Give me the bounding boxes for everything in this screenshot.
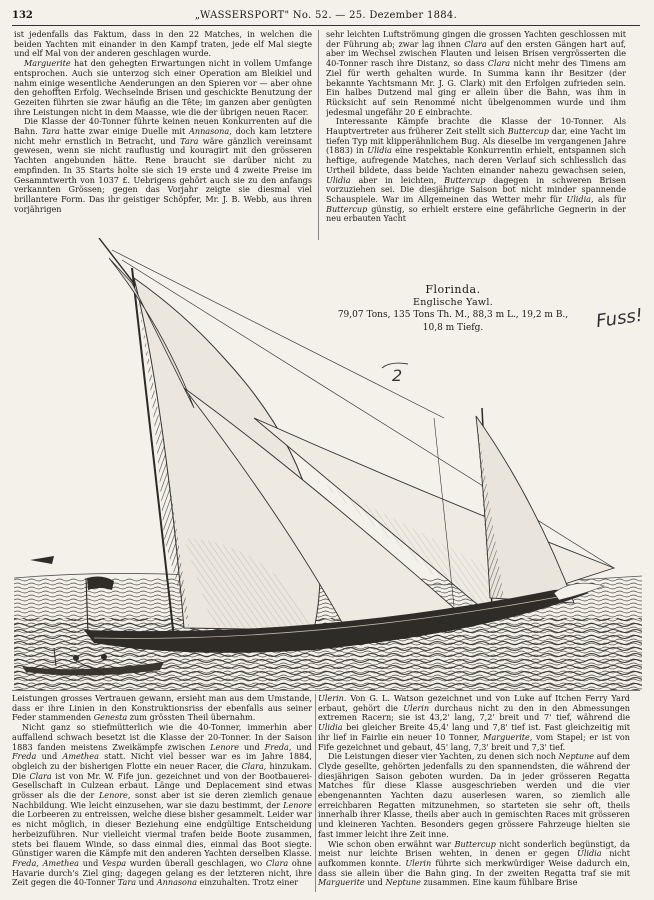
yacht-name: Clara (487, 58, 511, 69)
paragraph-text: Leistungen grosses Vertrauen gewann, ersieht man aus dem Umstande, dass er ihre Linien in den Konstruktionsriss der ebenfalls aus seiner Feder stammenden (12, 694, 312, 723)
yacht-name: Tara (41, 126, 60, 137)
paragraph-text: und (36, 751, 63, 762)
caption-title: Florinda. (425, 283, 481, 296)
yacht-name: Lenore (283, 799, 312, 810)
paragraph-text: Nicht ganz so stiefmütterlich wie die 40-Tonner, immerhin aber auffallend schwach besetzt ist die Klasse der 20-Tonner. In der Saison 1883 fanden meistens Zweikämpfe zwischen (12, 722, 312, 752)
paragraph (12, 723, 312, 888)
paragraph-text: wurden überall geschlagen, wo (126, 857, 266, 868)
yacht-name: Lenore (210, 741, 240, 752)
paragraph-text: bei gleicher Breite 45,4' lang und 7,8' tief ist. Fast gleichzeitig mit ihr lief in Fairlie ein neuer 10 Tonner, (318, 722, 630, 742)
paragraph-text: , hinzukam. Die (12, 760, 312, 781)
yacht-name: Buttercup (454, 838, 496, 849)
yacht-name: Ulidia (566, 193, 591, 204)
paragraph-text: zusammen. Eine kaum fühlbare Brise (420, 877, 578, 888)
rower (101, 654, 107, 660)
paragraph-text: führte sich merkwürdiger Weise dadurch ein, dass sie allein über die Bahn ging. In der zweiten Regatta traf sie mit (318, 857, 630, 878)
page-number: 132 (12, 10, 33, 21)
section-rule (12, 690, 640, 691)
handwritten-note: Fuss! (594, 304, 645, 333)
yacht-name: Vespa (102, 857, 127, 868)
bottom-left-column (12, 694, 312, 894)
yacht-name: Buttercup (507, 126, 549, 137)
yacht-name: Clara (265, 857, 289, 868)
paragraph-text: nicht aufkommen konnte. (318, 848, 630, 868)
yacht-name: Neptune (558, 751, 595, 762)
paragraph-text: Von G. L. Watson gezeichnet und von Luke auf Itchen Ferry Yard erbaut, gehört die (318, 694, 630, 713)
top-right-column (326, 30, 626, 248)
caption-subtitle: Englische Yawl. (412, 297, 494, 308)
yacht-name: Tara (117, 877, 137, 888)
paragraph-text: nicht mehr des Timens am Ziel für werth gehalten wurde. In Summa kann ihr Besitzer (der bekannte Yachtsmann Mr. J. G. Clark) mit den Erfolgen zufrieden sein. Ein halbes Dutzend mal ging er allein über die Bahn, was ihm in Rücksicht auf sein Renommé nicht übelgenommen wurde und ihm jedesmal ungefähr 20 £ einbrachte. (326, 58, 626, 117)
pennant (30, 556, 54, 564)
paragraph-text: auf dem Clyde gesellte, gehörten jedenfalls zu den spannendsten, die während der diesjährigen Saison geboten wurden. Da in jeder grösseren Regatta Matches für diese Klasse ausgeschrieben werden und die vier ebengenannten Yachten dazu auserlesen waren, so ziemlich alle erreichbaren Regatten mitzunehmen, so starteten sie sehr oft, theils innerhalb ihrer Klasse, theils aber auch in gemischten Races mit grösseren und kleineren Yachten. Besonders gegen grössere Fahrzeuge hielten sie fast immer leicht ihre Zeit inne. (318, 751, 630, 839)
yacht-name: Clara (29, 770, 52, 781)
paragraph-text: Die Klasse der 40-Tonner führte keinen neuen Konkurrenten auf die Bahn. (14, 116, 312, 137)
yacht-name: Annasona (189, 126, 230, 137)
yacht-name: Ulidia (367, 145, 392, 156)
paragraph-text: und (78, 857, 103, 868)
yacht-name: Tara (180, 135, 199, 146)
rower (73, 655, 79, 661)
paragraph-text: einzuhalten. Trotz einer (196, 877, 299, 888)
paragraph-text: dagegen in schweren Brisen vorzuziehen sei. Die diesjährige Saison bot nicht minder spannende Schauspiele. War im Allgemeinen das Wetter mehr für (326, 174, 626, 204)
paragraph-text: auf den ersten Gängen hart auf, aber im Wechsel zwischen Flauten und leisen Brisen vergrösserten die 40-Tonner rasch ihre Distanz, so dass (326, 38, 626, 69)
paragraph-text: Interessante Kämpfe brachte die Klasse der 10-Tonner. Als Hauptvertreter aus früherer Zeit stellt sich (326, 116, 626, 137)
paragraph-text: wäre gänzlich vereinsamt gewesen, wenn sie nicht rauflustig und kouragirt mit den grösseren Yachten angebunden hätte. Rene braucht sie darüber nicht zu empfinden. In 35 Starts holte sie sich 19 erste und 4 zweite Preise im Gesammtwerth von 1037 £. Uebrigens gehört auch sie zu den anfangs verkannten Grössen; gegen das Vorjahr zeigte sie diesmal viel brillantere Form. Das ihr geistiger Schöpfer, Mr. J. B. Webb, aus ihren vorjährigen (14, 135, 312, 214)
yacht-name: Amethea (62, 751, 99, 762)
handwritten-stroke (380, 360, 410, 370)
paragraph (326, 117, 626, 224)
paragraph-text: und (239, 741, 265, 752)
column-divider (315, 694, 316, 892)
paragraph (14, 59, 312, 117)
yacht-name: Ulerin. (318, 694, 347, 703)
paragraph-text: statt. Nicht viel besser war es im Jahre 1884, obgleich zu der bisherigen Flotte ein neuer Racer, die (12, 751, 312, 771)
paragraph (12, 694, 312, 723)
paragraph (318, 694, 630, 752)
yacht-name: Ulerin (405, 857, 432, 868)
paragraph-text: nicht sonderlich begünstigt, da meist nur leichte Brisen wehten, in denen er gegen (318, 838, 630, 859)
paragraph-text: und (136, 877, 157, 888)
paragraph-text: , als für (590, 193, 626, 204)
yacht-name: Ulerin (403, 702, 430, 713)
paragraph-text: , sonst aber ist sie deren ziemlich genaue Nachbildung. Wie leicht einzusehen, war sie dazu bestimmt, der (12, 790, 312, 810)
header-rule (12, 25, 640, 26)
paragraph-text: Wie schon oben erwähnt war (328, 838, 455, 849)
paragraph-text: , doch kam letztere nicht mehr ernstlich in Betracht, und (14, 126, 312, 146)
paragraph (14, 117, 312, 214)
paragraph-text: ohne Havarie durch's Ziel ging; dagegen gelang es der letzteren nicht, ihre Zeit gegen die 40-Tonner (12, 857, 312, 888)
caption-specs: 79,07 Tons, 135 Tons Th. M., 88,3 m L., 19,2 m B., (337, 310, 569, 320)
bottom-right-column (318, 694, 630, 894)
paragraph (326, 30, 626, 117)
yacht-name: Ulidia (577, 848, 602, 859)
yacht-name: Neptune (385, 877, 421, 888)
yacht-name: Ulidia (326, 174, 351, 185)
paragraph-text: ist von Mr. W. Fife jun. gezeichnet und von der Bootbauerei-Gesellschaft in Culzean erbaut. Länge und Deplacement sind etwas grösser als die der (12, 770, 312, 801)
paragraph-text: zum grössten Theil übernahm. (127, 712, 256, 723)
paragraph-text: , vom Stapel; er ist von Fife gezeichnet und gebaut, 45' lang, 7,3' breit und 7,3' tief. (318, 731, 630, 752)
yacht-name: Freda, Amethea (12, 857, 79, 868)
yacht-name: Ulidia (318, 722, 343, 733)
paragraph-text: günstig, so erhielt erstere eine gefährliche Gegnerin in der neu erbauten Yacht (326, 203, 626, 224)
page-title: „WASSERSPORT" No. 52. — 25. Dezember 1884. (194, 10, 458, 21)
yacht-name: Clara (241, 760, 264, 771)
paragraph-text: durchaus nicht zu den in den Abmessungen extremen Racern; sie ist 43,2' lang, 7,2' breit und 7' tief, während die (318, 702, 630, 723)
paragraph-text: hat den gehegten Erwartungen nicht in vollem Umfange entsprochen. Auch sie unterzog sich einer Operation am Bleikiel und nahm einige wesentliche Aenderungen an den Spieren vor — aber ohne den gehofften Erfolg. Wechselnde Brisen und geschickte Benutzung der Gezeiten führten sie zwar häufig an die Tête; im ganzen aber genügten ihre Leistungen nicht in dem Maasse, wie die der übrigen neuen Racer. (14, 58, 312, 117)
paragraph-text: die Lorbeeren zu entreissen, welche diese bisher gesammelt. Leider war es nicht möglich, in dieser Beziehung eine endgültige Entscheidung herbeizuführen. Nur vielleicht viermal trafen beide Boote zusammen, stets bei flauem Winde, so dass einmal dies, einmal das Boot siegte. Günstiger waren die Kämpfe mit den anderen Yachten derselben Klasse. (12, 809, 312, 859)
top-left-column (14, 30, 312, 248)
yacht-name: Freda (264, 741, 289, 752)
yacht-name: Freda (12, 751, 37, 762)
paragraph-text: aber in leichten, (350, 174, 445, 185)
topmast (99, 238, 136, 286)
yacht-name: Annasona (156, 877, 197, 888)
paragraph-text: Die Leistungen dieser vier Yachten, zu denen sich noch (328, 751, 559, 762)
paragraph-text: und (364, 877, 386, 888)
yacht-name: Clara (464, 38, 487, 49)
paragraph-text: , und (288, 741, 312, 752)
yacht-name: Genesta (93, 712, 128, 723)
yacht-name: Marguerite (24, 58, 71, 69)
column-divider (318, 30, 319, 240)
paragraph-text: dar, eine Yacht im tiefen Typ mit klipperähnlichem Bug. Als dieselbe im vergangenen Jahre (1883) in (326, 126, 626, 156)
paragraph-text: hatte zwar einige Duelle mit (59, 126, 190, 137)
page-header (12, 10, 640, 24)
paragraph-text: eine respektable Konkurrentin erhielt, entspannen sich heftige, aufregende Matches, nach deren Verlauf sich schliesslich das Urtheil bildete, dass beide Yachten einander nahezu gewachsen seien, (326, 145, 626, 175)
paragraph: ist jedenfalls das Faktum, dass in den 22 Matches, in welchen die beiden Yachten mit einander in den Kampf traten, jede elf Mal siegte und elf Mal von der anderen geschlagen wurde. (14, 30, 312, 59)
yacht-name: Buttercup (326, 203, 368, 214)
illustration-caption (318, 283, 588, 335)
paragraph (318, 840, 630, 889)
yacht-name: Marguerite (483, 731, 530, 742)
handwritten-mark: 2 (392, 366, 403, 385)
yacht-name: Marguerite (318, 877, 365, 888)
paragraph-text: sehr leichten Luftströmung gingen die grossen Yachten geschlossen mit der Führung ab; zwar lag ihnen (326, 30, 626, 49)
yacht-name: Lenore (98, 790, 128, 801)
yacht-name: Buttercup (444, 174, 486, 185)
paragraph (318, 752, 630, 839)
caption-specs-cont: 10,8 m Tiefg. (422, 323, 484, 333)
